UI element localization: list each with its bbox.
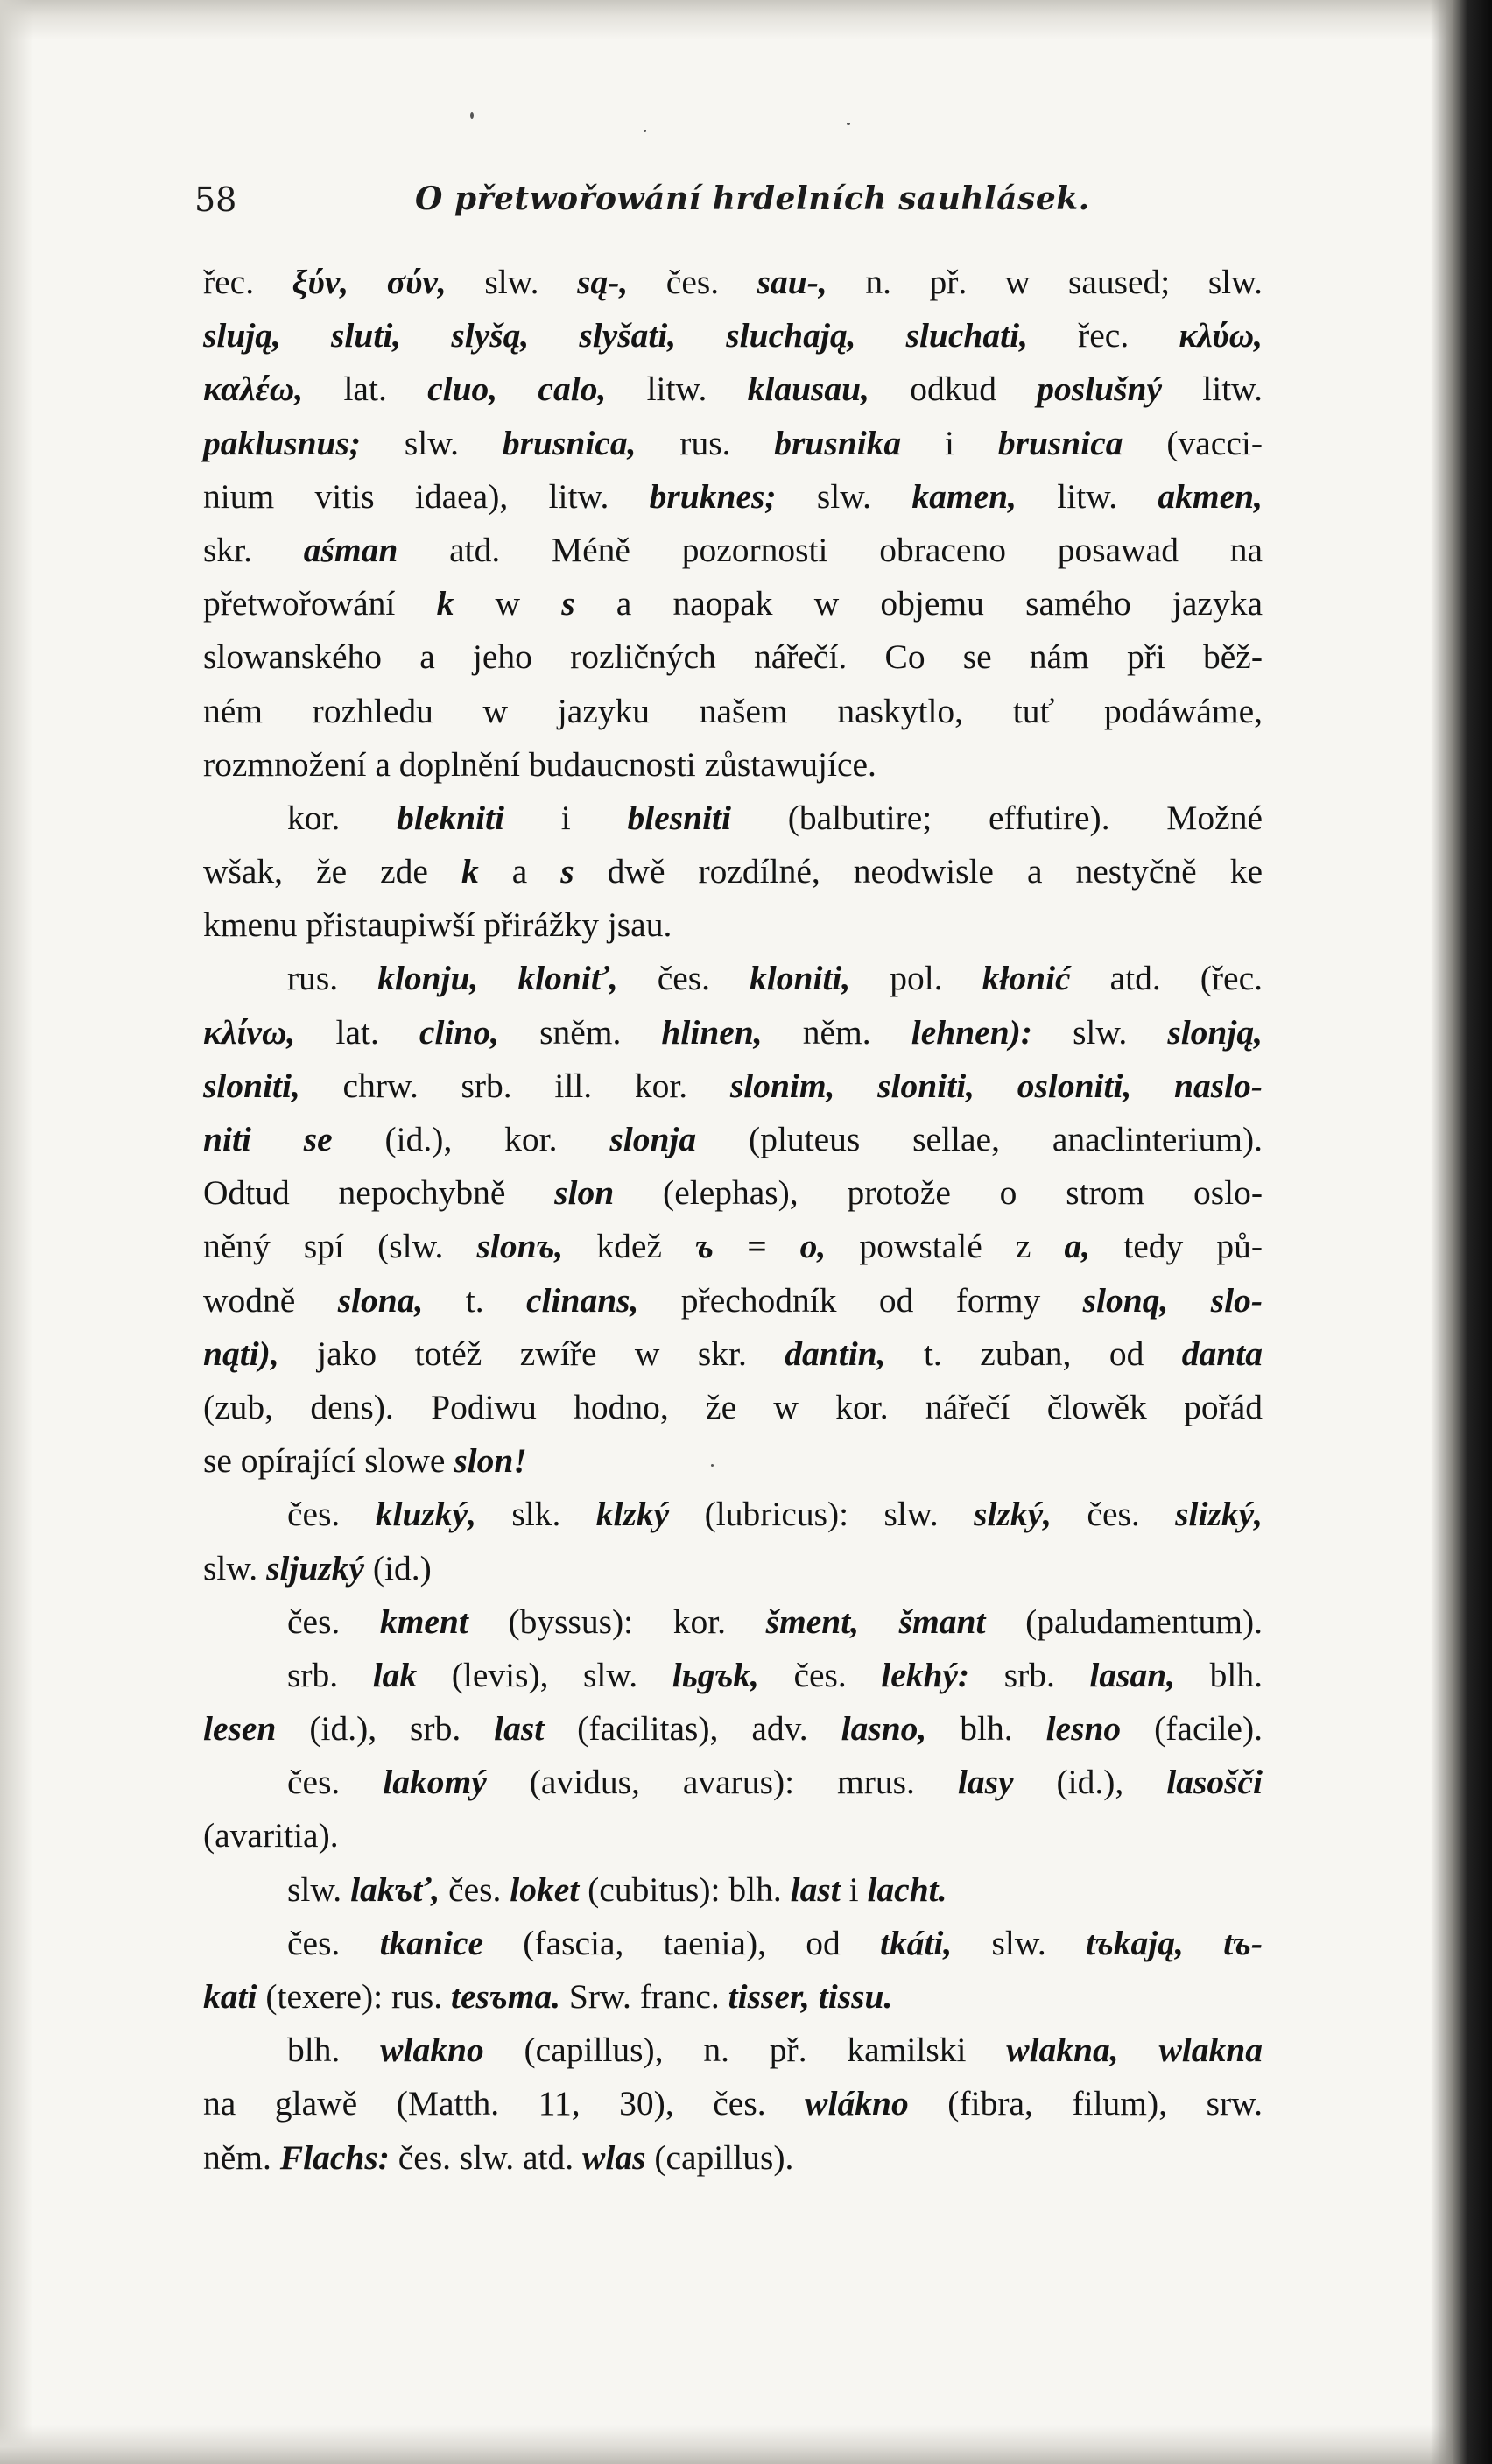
italic-term: a, [1064,1227,1091,1266]
italic-term: klausau, [747,370,870,409]
text-run: atd. Méně pozornosti obraceno posawad na [398,530,1263,569]
italic-term: kati [203,1977,257,2016]
scan-speck [644,130,646,132]
text-run: kdež [563,1227,696,1266]
italic-term: aśman [303,530,398,569]
text-run: i [901,423,998,462]
text-line [203,2024,1263,2077]
italic-term: klonju, kloniť, [377,959,618,998]
text-line [203,256,1263,309]
text-run: něný spí (slw. [203,1227,477,1266]
text-run: (capillus), n. př. kamilski [483,2031,1007,2070]
italic-term: lak [372,1655,418,1694]
text-run: na glawě (Matth. 11, 30), čes. [203,2084,806,2123]
italic-term: κλίνω, [203,1012,296,1052]
text-run: řec. [203,263,292,301]
text-line [203,1434,1263,1488]
text-run: lat. [295,1012,419,1052]
italic-term: lasan, [1089,1655,1176,1694]
text-run: pol. [850,959,982,998]
text-run: (elephas), protože o strom oslo- [614,1173,1263,1213]
italic-term: kamen, [911,476,1017,516]
text-run: čes. [287,1602,380,1641]
text-line [203,363,1263,416]
text-run: dwě rozdílné, neodwisle a nestyčně ke [574,852,1263,891]
text-run: (id.), srb. [276,1709,495,1749]
text-line [203,1113,1263,1166]
text-line [203,1970,1263,2024]
text-run: slw. [776,476,912,516]
italic-term: loket [510,1869,580,1909]
text-run: wšak, že zde [203,852,461,891]
italic-term: Flachs: [279,2137,390,2177]
italic-term: s [561,584,575,623]
italic-term: lasy [957,1763,1014,1802]
text-run: rozmnožení a doplnění budaucnosti zůstawujíce. [203,744,876,784]
text-run: (facile). [1121,1709,1263,1749]
text-run: slw. [203,1548,267,1588]
italic-term: niti se [203,1120,333,1158]
text-run: sněm. [499,1012,662,1052]
text-run: (lubricus): slw. [669,1495,975,1534]
text-run: Odtud nepochybně [203,1173,555,1213]
text-line [203,1060,1263,1113]
text-run: slw. [287,1869,351,1909]
body-text [203,256,1263,2185]
italic-term: k [436,584,454,623]
text-run: nium vitis idaea), litw. [203,476,650,516]
italic-term: slon! [454,1441,527,1481]
text-run: (cubitus): blh. [579,1869,791,1909]
text-run: (levis), slw. [417,1655,672,1694]
italic-term: tesъma. [451,1977,561,2016]
italic-term: sau-, [757,263,827,301]
italic-term: slonъ, [476,1227,564,1266]
text-run: litw. [1161,370,1263,409]
text-line [203,1006,1263,1060]
text-line [203,1166,1263,1220]
italic-term: καλέω, [203,370,304,409]
text-run: a naopak w objemu samého jazyka [574,584,1263,623]
italic-term: clino, [419,1012,499,1052]
text-run: čes. [628,263,757,301]
text-run: Srw. franc. [560,1977,728,2016]
text-run: slk. [475,1495,596,1534]
italic-term: lakъť, [350,1869,440,1909]
text-run: n. př. w saused; slw. [827,263,1263,301]
text-run: přechodník od formy [638,1280,1083,1320]
italic-term: paklusnus; [203,423,362,462]
text-run: powstalé z [826,1227,1065,1266]
text-run: blh. [287,2031,381,2070]
italic-term: nąti), [203,1334,279,1373]
text-run: i [840,1869,868,1909]
italic-term: akmen, [1158,476,1263,516]
page-header [194,180,1271,233]
italic-term: slona, [337,1280,424,1320]
italic-term: slonją, [1167,1012,1263,1052]
text-line [203,309,1263,363]
italic-term: ξύν, σύν, [292,263,447,301]
page-right-binding-shadow [1431,0,1492,2464]
italic-term: kment [379,1602,468,1641]
text-line [203,524,1263,577]
text-line [203,738,1263,792]
italic-term: lehnen): [911,1012,1032,1052]
text-run: (fascia, taenia), od [483,1923,880,1962]
text-line [203,577,1263,630]
italic-term: blekniti [397,798,505,837]
text-run: (avaritia). [203,1816,339,1855]
text-run: kmenu přistaupiwší přirážky jsau. [203,905,672,945]
text-line [203,470,1263,524]
text-run: čes. [287,1763,384,1802]
text-run: a [478,852,561,891]
text-run: (avidus, avarus): mrus. [486,1763,958,1802]
text-run: (facilitas), adv. [544,1709,841,1749]
italic-term: kłonić [982,959,1071,998]
italic-term: lakomý [383,1763,487,1802]
text-run: jako totéž zwíře w skr. [278,1334,785,1373]
italic-term: ъ = o, [695,1227,827,1266]
text-run: (byssus): kor. [468,1602,766,1641]
text-run: (vacci- [1123,423,1263,462]
italic-term: šment, šmant [765,1602,986,1641]
italic-term: s [560,852,574,891]
italic-term: sloniti, [203,1066,300,1105]
text-run: lat. [303,370,428,409]
text-line [203,2131,1263,2185]
text-run: ném rozhledu w jazyku našem naskytlo, tuť podáwáme, [203,691,1263,730]
italic-term: wlakna, wlakna [1006,2031,1263,2070]
italic-term: slonja [609,1120,697,1158]
text-run: rus. [636,423,775,462]
text-run: čes. [440,1869,510,1909]
text-run: čes. [758,1655,882,1694]
text-run: (fibra, filum), srw. [908,2084,1263,2123]
italic-term: kluzký, [375,1495,476,1534]
italic-term: slzký, [974,1495,1052,1534]
text-run: (zub, dens). Podiwu hodno, že w kor. nářečí člowěk pořád [203,1387,1263,1426]
text-run: (capillus). [645,2137,794,2177]
text-line [203,1756,1263,1809]
text-run: rus. [287,959,378,998]
text-run: čes. [287,1923,380,1962]
text-line [203,1542,1263,1595]
text-run: srb. [287,1655,373,1694]
scan-speck [470,112,474,119]
italic-term: κλύω, [1179,316,1263,356]
italic-term: lesno [1045,1709,1122,1749]
italic-term: slują, sluti, slyšą, slyšati, sluchają, sluchati, [203,316,1028,356]
text-run: přetwořowání [203,584,437,623]
text-run: t. zuban, od [885,1334,1182,1373]
text-line [203,845,1263,898]
text-run: (texere): rus. [257,1977,451,2016]
text-run: čes. [1052,1495,1176,1534]
italic-term: lasošči [1166,1763,1263,1802]
text-line [203,1381,1263,1434]
italic-term: slon [554,1173,615,1213]
italic-term: tъkają, tъ- [1085,1923,1263,1962]
text-run: srb. [969,1655,1090,1694]
italic-term: slizký, [1175,1495,1263,1534]
text-line [203,792,1263,845]
italic-term: hlinen, [661,1012,763,1052]
text-line [203,1809,1263,1862]
text-run: odkud [869,370,1038,409]
text-run: čes. slw. atd. [389,2137,582,2177]
italic-term: brusnika [774,423,902,462]
text-line [203,1917,1263,1970]
text-run: blh. [926,1709,1046,1749]
italic-term: brusnica, [502,423,637,462]
text-run: t. [423,1280,526,1320]
italic-term: lesen [203,1709,277,1749]
text-line [203,1595,1263,1649]
italic-term: tisser, tissu. [728,1977,893,2016]
text-run: slw. [446,263,578,301]
italic-term: clinans, [526,1280,639,1320]
text-run: i [504,798,628,837]
text-line [203,1327,1263,1381]
italic-term: danta [1181,1334,1263,1373]
page-left-shadow [0,0,33,2464]
text-run: (paludamentum). [985,1602,1263,1641]
text-run: atd. (řec. [1070,959,1263,998]
text-run: slw. [952,1923,1086,1962]
text-run: skr. [203,530,304,569]
text-run: chrw. srb. ill. kor. [299,1066,730,1105]
text-run: čes. [617,959,750,998]
text-line [203,1274,1263,1327]
text-run: slowanského a jeho rozličných nářečí. Co se nám při běž- [203,637,1263,677]
italic-term: bruknes; [649,476,777,516]
italic-term: slonq, slo- [1082,1280,1263,1320]
italic-term: blesniti [627,798,732,837]
text-line [203,417,1263,470]
text-run: blh. [1175,1655,1263,1694]
text-run: něm. [203,2137,280,2177]
text-run: (id.), [1013,1763,1167,1802]
italic-term: sljuzký [266,1548,365,1588]
text-run: tedy pů- [1090,1227,1263,1266]
page-bottom-shadow [0,2425,1492,2464]
italic-term: slonim, sloniti, osloniti, naslo- [729,1066,1263,1105]
text-run: slw. [1031,1012,1168,1052]
text-line [203,630,1263,684]
text-run: (id.) [364,1548,432,1588]
italic-term: lacht. [867,1869,947,1909]
text-run: (id.), kor. [332,1120,610,1158]
italic-term: wlákno [805,2084,909,2123]
italic-term: tkanice [379,1923,484,1962]
page-top-shadow [0,0,1492,40]
italic-term: lekhý: [881,1655,970,1694]
italic-term: last [494,1709,545,1749]
text-run: se opírající slowe [203,1441,454,1481]
italic-term: kloniti, [750,959,851,998]
italic-term: tkáti, [879,1923,953,1962]
text-line [203,1863,1263,1917]
italic-term: k [461,852,479,891]
italic-term: są-, [577,263,629,301]
text-run: wodně [203,1280,338,1320]
text-line [203,898,1263,952]
text-run: litw. [606,370,748,409]
text-run: (pluteus sellae, anaclinterium). [696,1120,1263,1158]
text-line [203,1649,1263,1702]
text-line [203,685,1263,738]
page-number: 58 [194,180,237,219]
text-line [203,1702,1263,1756]
italic-term: klzký [595,1495,670,1534]
text-run: čes. [287,1495,376,1534]
text-line [203,1488,1263,1541]
italic-term: cluo, calo, [427,370,607,409]
text-line [203,2077,1263,2130]
text-run: (balbutire; effutire). Možné [731,798,1263,837]
italic-term: brusnica [997,423,1123,462]
text-run: něm. [762,1012,911,1052]
text-run: litw. [1016,476,1158,516]
text-run: w [454,584,562,623]
running-title: O přetwořowání hrdelních sauhlásek. [415,180,1090,217]
italic-term: poslušný [1037,370,1162,409]
italic-term: lasno, [841,1709,927,1749]
text-run: slw. [361,423,503,462]
text-line [203,952,1263,1005]
italic-term: wlas [582,2137,646,2177]
text-run: řec. [1027,316,1179,356]
scan-speck [847,123,850,125]
italic-term: lьgъk, [672,1655,759,1694]
italic-term: last [790,1869,841,1909]
text-line [203,1220,1263,1273]
italic-term: dantin, [785,1334,886,1373]
text-run: kor. [287,798,398,837]
italic-term: wlakno [380,2031,484,2070]
